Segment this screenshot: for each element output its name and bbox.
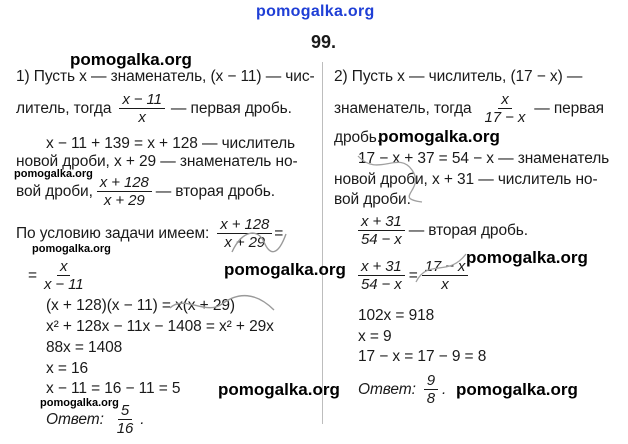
watermark-big: pomogalka.org xyxy=(456,380,578,399)
left-line-2-text: литель, тогда xyxy=(16,99,112,117)
fraction-numerator: 5 xyxy=(118,402,132,420)
left-line-3: x − 11 + 139 = x + 128 — числитель xyxy=(46,135,296,152)
watermark-big: pomogalka.org xyxy=(224,260,346,279)
right-line-5: новой дроби, x + 31 — числитель но- xyxy=(334,171,598,188)
left-line-8: (x + 128)(x − 11) = x(x + 29) xyxy=(46,297,235,314)
answer-label: Ответ: xyxy=(358,380,416,398)
right-line-7 xyxy=(358,213,528,248)
fraction-numerator: x + 31 xyxy=(358,258,405,276)
fraction-numerator: x + 31 xyxy=(358,213,405,231)
fraction-equation-right xyxy=(422,258,469,293)
left-line-12: x − 11 = 16 − 11 = 5 xyxy=(46,380,181,397)
fraction-first xyxy=(482,91,529,126)
right-line-2 xyxy=(334,91,604,126)
fraction-numerator: x + 128 xyxy=(97,174,152,192)
fraction-second xyxy=(97,174,152,209)
fraction-denominator: x xyxy=(138,109,146,126)
right-line-6: вой дроби. xyxy=(334,191,411,208)
right-line-7-tail: — вторая дробь. xyxy=(408,221,528,239)
right-answer xyxy=(358,372,446,407)
left-line-10: 88x = 1408 xyxy=(46,339,123,356)
fraction-denominator: x + 29 xyxy=(224,234,266,251)
right-line-1: 2) Пусть x — числитель, (17 − x) — xyxy=(334,68,583,85)
answer-period: . xyxy=(140,410,145,428)
fraction-numerator: 17 − x xyxy=(422,258,469,276)
fraction-numerator: x xyxy=(57,258,70,276)
left-line-1: 1) Пусть x — знаменатель, (x − 11) — чис- xyxy=(16,68,315,85)
fraction-numerator: x xyxy=(498,91,511,109)
fraction-denominator: 8 xyxy=(426,390,436,407)
left-line-9: x² + 128x − 11x − 1408 = x² + 29x xyxy=(46,318,274,335)
equals-sign: = xyxy=(408,266,418,284)
right-line-8 xyxy=(358,258,468,293)
right-line-10: x = 9 xyxy=(358,328,392,345)
right-line-2-tail: — первая xyxy=(534,99,604,117)
left-line-2-tail: — первая дробь. xyxy=(170,99,292,117)
watermark-big: pomogalka.org xyxy=(466,248,588,267)
fraction-denominator: x xyxy=(441,276,449,293)
fraction-condition-right xyxy=(41,258,87,293)
fraction-denominator: x − 11 xyxy=(43,276,84,293)
fraction-numerator: x − 11 xyxy=(119,91,165,109)
right-line-4: 17 − x + 37 = 54 − x — знаменатель xyxy=(358,150,610,167)
left-line-6-text: По условию задачи имеем: xyxy=(16,224,210,242)
right-line-9: 102x = 918 xyxy=(358,307,435,324)
left-line-5-text: вой дроби, xyxy=(16,182,93,200)
fraction-first xyxy=(119,91,165,126)
fraction-denominator: 17 − x xyxy=(484,109,526,126)
left-line-4: новой дроби, x + 29 — знаменатель но- xyxy=(16,153,298,170)
left-line-11: x = 16 xyxy=(46,360,89,377)
answer-label: Ответ: xyxy=(46,410,104,428)
answer-period: . xyxy=(442,380,447,398)
watermark-top: pomogalka.org xyxy=(256,3,375,20)
right-line-3: дробь. xyxy=(334,129,381,146)
equals-sign: = xyxy=(28,266,37,284)
watermark-big: pomogalka.org xyxy=(218,380,340,399)
watermark-big: pomogalka.org xyxy=(378,127,500,146)
column-divider xyxy=(322,62,323,424)
watermark-big: pomogalka.org xyxy=(70,50,192,69)
fraction-condition-left xyxy=(217,216,272,251)
watermark-small: pomogalka.org xyxy=(32,243,111,255)
left-line-7 xyxy=(28,258,87,293)
watermark-small: pomogalka.org xyxy=(14,168,93,180)
fraction-denominator: 54 − x xyxy=(361,276,402,293)
answer-fraction xyxy=(424,372,438,407)
fraction-denominator: 54 − x xyxy=(361,231,402,248)
problem-number: 99. xyxy=(311,32,337,52)
fraction-numerator: x + 128 xyxy=(217,216,272,234)
right-line-11: 17 − x = 17 − 9 = 8 xyxy=(358,348,487,365)
fraction-denominator: 16 xyxy=(116,420,134,437)
fraction-denominator: x + 29 xyxy=(103,192,145,209)
left-line-5-tail: — вторая дробь. xyxy=(155,182,275,200)
fraction-numerator: 9 xyxy=(424,372,438,390)
equals-sign: = xyxy=(274,224,284,242)
left-line-2 xyxy=(16,91,292,126)
watermark-small: pomogalka.org xyxy=(40,397,119,409)
fraction-equation-left xyxy=(358,258,405,293)
fraction-second xyxy=(358,213,405,248)
right-line-2-text: знаменатель, тогда xyxy=(334,99,472,117)
